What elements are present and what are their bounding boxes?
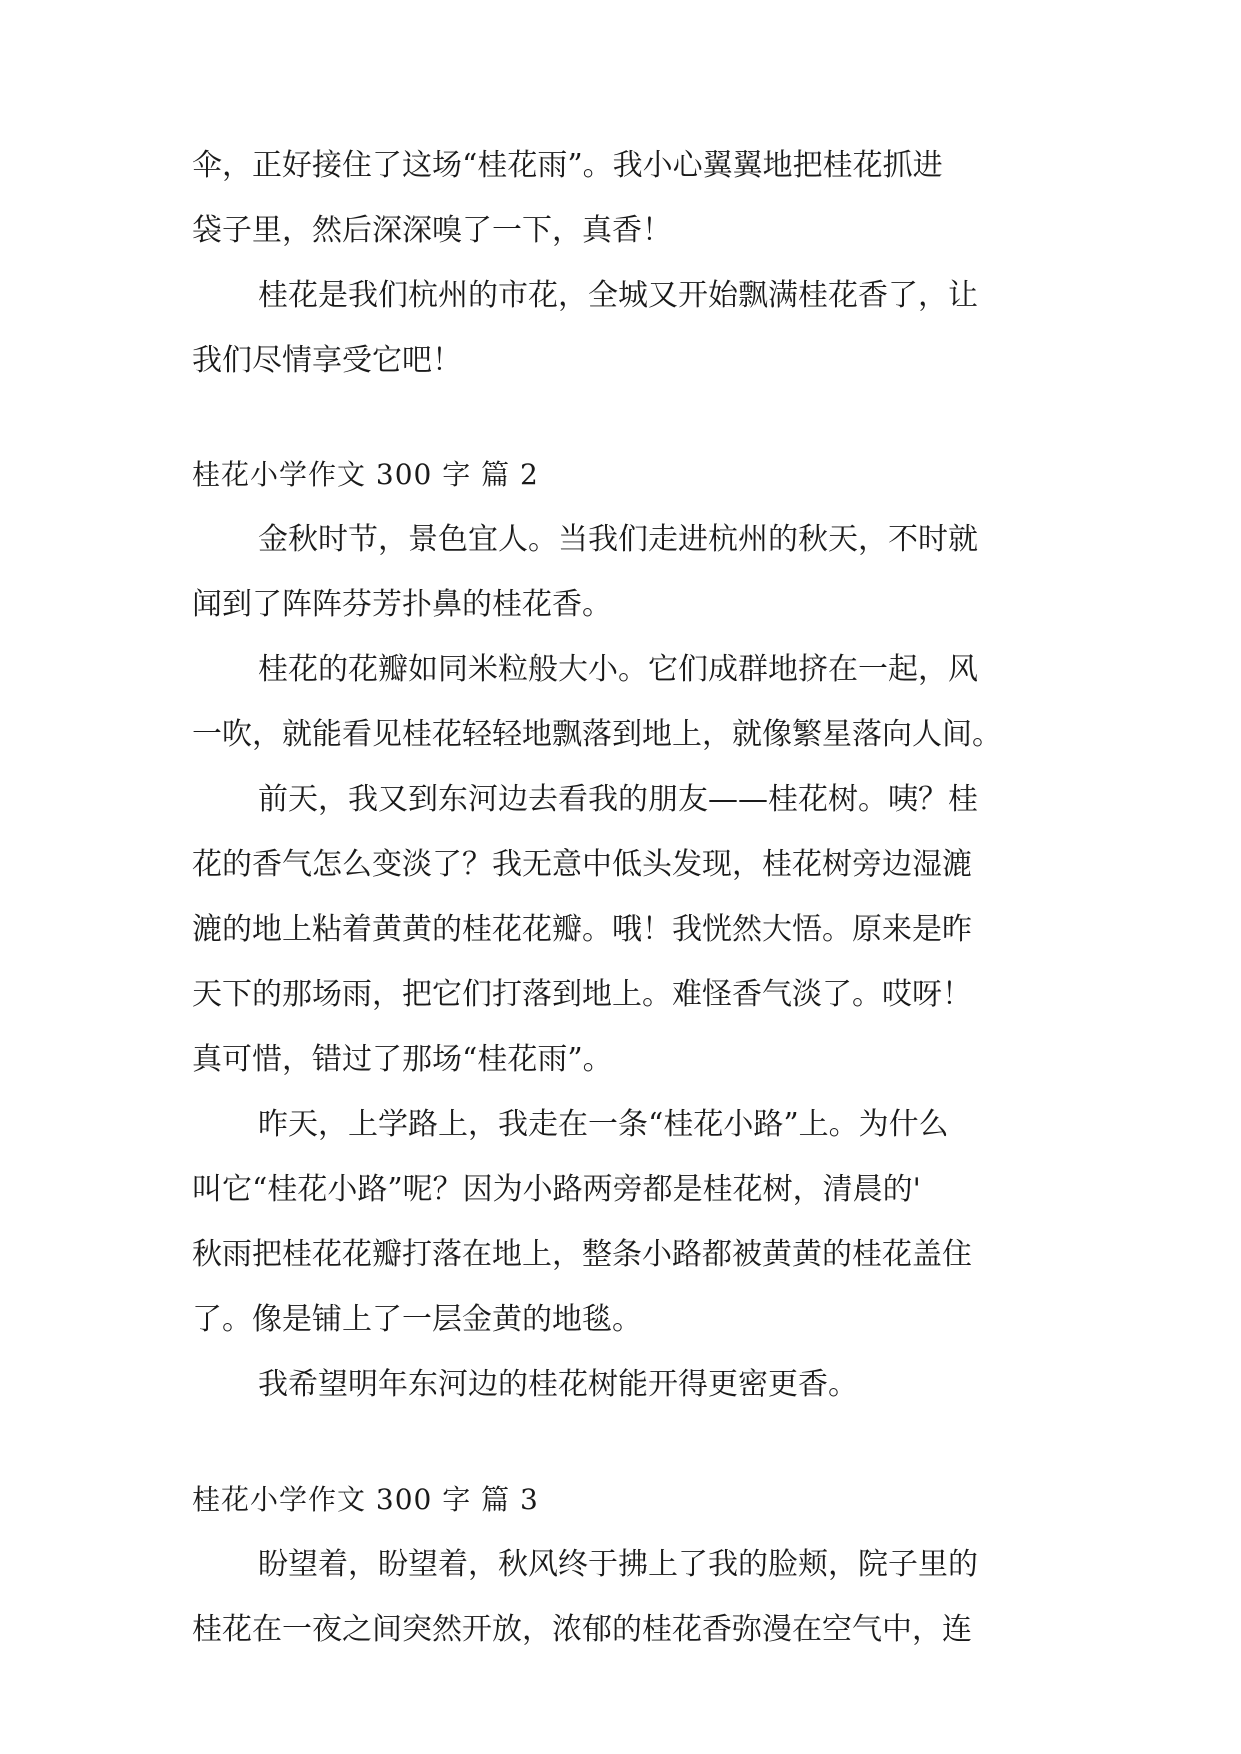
paragraph-line: 桂花在一夜之间突然开放，浓郁的桂花香弥漫在空气中，连: [192, 1612, 972, 1647]
paragraph-line: 我们尽情享受它吧！: [192, 343, 462, 378]
section-heading: 桂花小学作文 300 字 篇 3: [192, 1483, 539, 1516]
paragraph-line: 天下的那场雨，把它们打落到地上。难怪香气淡了。哎呀！: [192, 977, 972, 1012]
paragraph-line: 闻到了阵阵芬芳扑鼻的桂花香。: [192, 587, 612, 622]
paragraph-line: 桂花的花瓣如同米粒般大小。它们成群地挤在一起，风: [258, 652, 978, 687]
paragraph-line: 花的香气怎么变淡了？我无意中低头发现，桂花树旁边湿漉: [192, 847, 972, 882]
paragraph-line: 金秋时节，景色宜人。当我们走进杭州的秋天，不时就: [258, 522, 978, 557]
paragraph-line: 一吹，就能看见桂花轻轻地飘落到地上，就像繁星落向人间。: [192, 717, 1002, 752]
paragraph-line: 漉的地上粘着黄黄的桂花花瓣。哦！我恍然大悟。原来是昨: [192, 912, 972, 947]
paragraph-line: 了。像是铺上了一层金黄的地毯。: [192, 1302, 642, 1337]
paragraph-line: 桂花是我们杭州的市花，全城又开始飘满桂花香了，让: [258, 278, 978, 313]
paragraph-line: 伞，正好接住了这场“桂花雨”。我小心翼翼地把桂花抓进: [192, 148, 943, 183]
paragraph-line: 前天，我又到东河边去看我的朋友——桂花树。咦？桂: [258, 782, 978, 817]
paragraph-line: 真可惜，错过了那场“桂花雨”。: [192, 1042, 613, 1077]
paragraph-line: 袋子里，然后深深嗅了一下，真香！: [192, 213, 672, 248]
section-heading: 桂花小学作文 300 字 篇 2: [192, 458, 539, 491]
paragraph-line: 我希望明年东河边的桂花树能开得更密更香。: [258, 1367, 858, 1402]
paragraph-line: 盼望着，盼望着，秋风终于拂上了我的脸颊，院子里的: [258, 1547, 978, 1582]
paragraph-line: 秋雨把桂花花瓣打落在地上，整条小路都被黄黄的桂花盖住: [192, 1237, 972, 1272]
paragraph-line: 昨天，上学路上，我走在一条“桂花小路”上。为什么: [258, 1107, 949, 1142]
paragraph-line: 叫它“桂花小路”呢？因为小路两旁都是桂花树，清晨的': [192, 1172, 921, 1207]
